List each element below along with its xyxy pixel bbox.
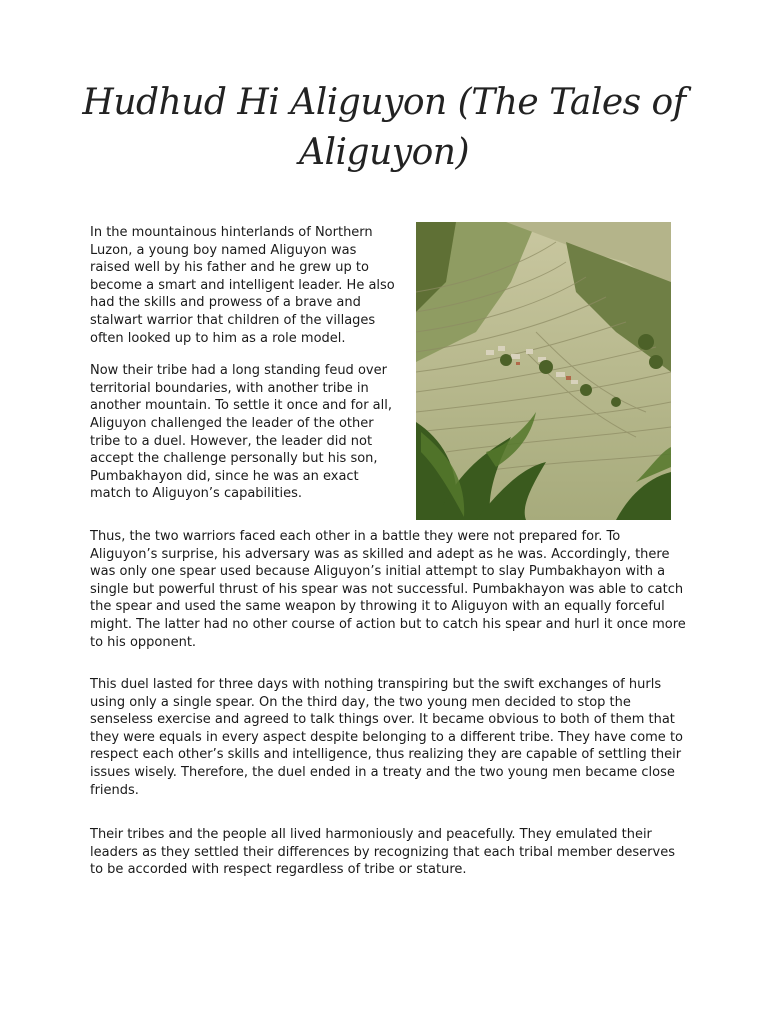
paragraph-4: This duel lasted for three days with nothing transpiring but the swift exchanges of hurls using only a single spear. On the third day, the two young men decided to stop the senseless exercise and agreed to talk things over. It became obvious to both of them that they were equals in every aspect despite belonging to a different tribe. They have come to respect each other’s skills and intelligence, thus realizing they are capable of settling their issues wisely. Therefore, the duel ended in a treaty and the two young men became close friends. bbox=[90, 677, 683, 798]
rice-terraces-photo bbox=[416, 222, 671, 520]
paragraph-2: Now their tribe had a long standing feud over territorial boundaries, with another tribe in another mountain. To settle it once and for all, Aliguyon challenged the leader of the other tribe to a duel. However, the leader did not accept the challenge personally but his son, Pumbakhayon did, since he was an exact match to Aliguyon’s capabilities. bbox=[90, 363, 393, 502]
paragraph-1: In the mountainous hinterlands of Northern Luzon, a young boy named Aliguyon was raised well by his father and he grew up to become a smart and intelligent leader. He also had the skills and prowess of a brave and stalwart warrior that children of the villages often looked up to him as a role model. bbox=[90, 225, 395, 346]
paragraph-5: Their tribes and the people all lived harmoniously and peacefully. They emulated their leaders as they settled their differences by recognizing that each tribal member deserves to be accorded with respect regardless of tribe or stature. bbox=[90, 827, 675, 878]
intro-column bbox=[90, 224, 400, 518]
paragraph-3: Thus, the two warriors faced each other in a battle they were not prepared for. To Aliguyon’s surprise, his adversary was as skilled and adept as he was. Accordingly, there was only one spear used because Aliguyon’s initial attempt to slay Pumbakhayon with a single but powerful thrust of his spear was not successful. Pumbakhayon was able to catch the spear and used the same weapon by throwing it to Aliguyon with an equally forceful might. The latter had no other course of action but to catch his spear and hurl it once more to his opponent. bbox=[90, 529, 686, 650]
rice-terraces-illustration bbox=[416, 222, 671, 520]
page-title: Hudhud Hi Aliguyon (The Tales of Aliguyon) bbox=[82, 82, 686, 173]
